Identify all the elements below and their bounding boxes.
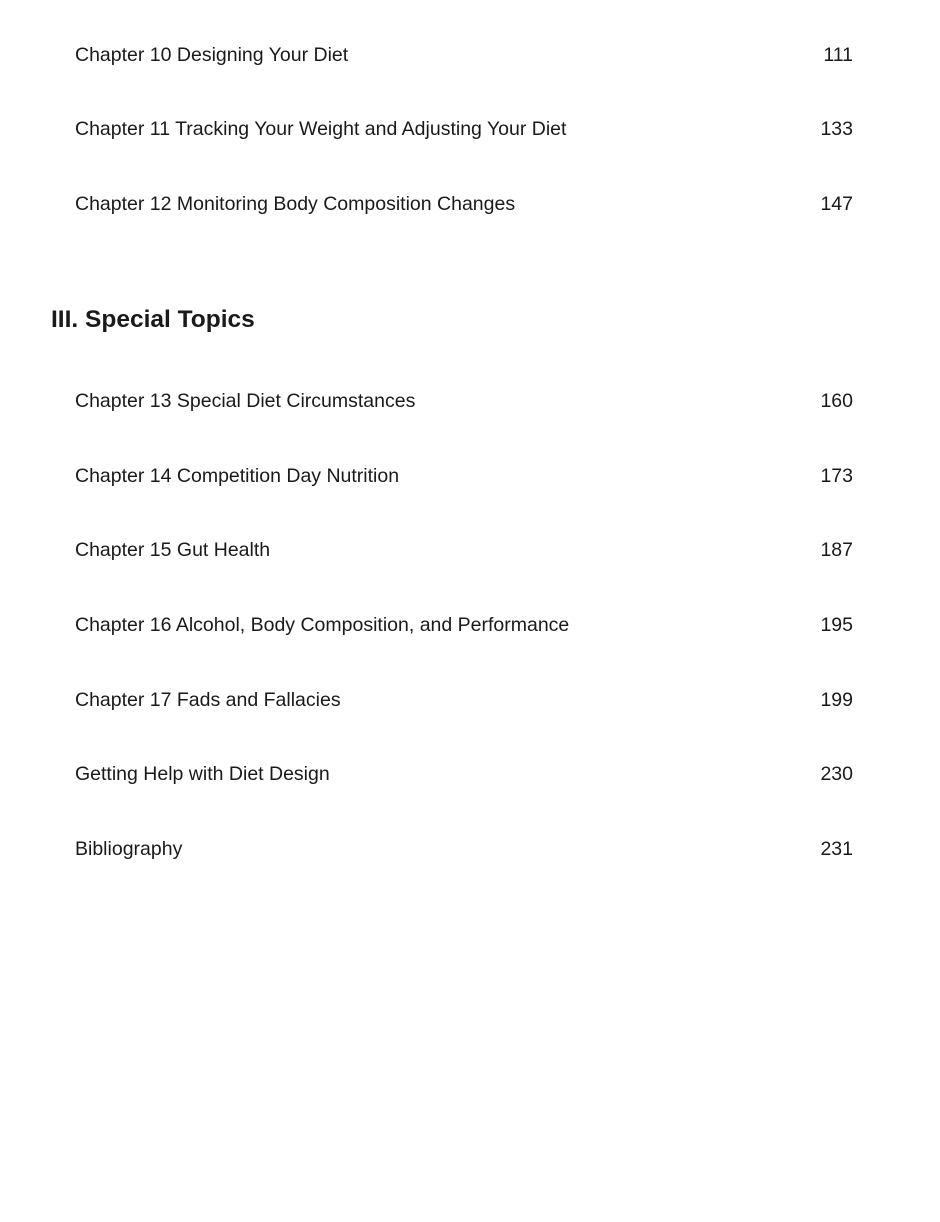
toc-entry-chapter-14[interactable] xyxy=(75,463,853,489)
toc-entry-page-number: 147 xyxy=(820,193,853,215)
toc-entry-page-number: 230 xyxy=(820,763,853,785)
toc-entry-title: Bibliography xyxy=(75,838,183,860)
toc-entry-page-number: 199 xyxy=(820,689,853,711)
toc-entry-title: Chapter 16 Alcohol, Body Composition, and Performance xyxy=(75,614,570,636)
toc-entry-page-number: 187 xyxy=(820,539,853,561)
toc-entry-title: Chapter 14 Competition Day Nutrition xyxy=(75,465,400,487)
toc-entry-page-number: 160 xyxy=(820,390,853,412)
toc-entry-chapter-10[interactable] xyxy=(75,42,853,68)
toc-entry-page-number: 195 xyxy=(820,614,853,636)
toc-entry-page-number: 173 xyxy=(820,465,853,487)
toc-entry-chapter-12[interactable] xyxy=(75,191,853,217)
toc-entry-title: Chapter 10 Designing Your Diet xyxy=(75,44,349,66)
section-heading-special-topics: III. Special Topics xyxy=(51,306,255,333)
toc-entry-getting-help[interactable] xyxy=(75,761,853,787)
toc-entry-title: Chapter 11 Tracking Your Weight and Adjusting Your Diet xyxy=(75,118,567,140)
toc-entry-chapter-17[interactable] xyxy=(75,687,853,713)
toc-entry-chapter-15[interactable] xyxy=(75,537,853,563)
toc-entry-chapter-16[interactable] xyxy=(75,612,853,638)
toc-entry-page-number: 231 xyxy=(820,838,853,860)
toc-entry-page-number: 111 xyxy=(823,44,853,66)
toc-entry-title: Chapter 12 Monitoring Body Composition Changes xyxy=(75,193,516,215)
toc-entry-bibliography[interactable] xyxy=(75,836,853,862)
toc-entry-title: Getting Help with Diet Design xyxy=(75,763,330,785)
toc-entry-chapter-13[interactable] xyxy=(75,388,853,414)
toc-entry-chapter-11[interactable] xyxy=(75,116,853,142)
toc-entry-page-number: 133 xyxy=(820,118,853,140)
toc-entry-title: Chapter 13 Special Diet Circumstances xyxy=(75,390,416,412)
toc-entry-title: Chapter 15 Gut Health xyxy=(75,539,271,561)
toc-entry-title: Chapter 17 Fads and Fallacies xyxy=(75,689,341,711)
